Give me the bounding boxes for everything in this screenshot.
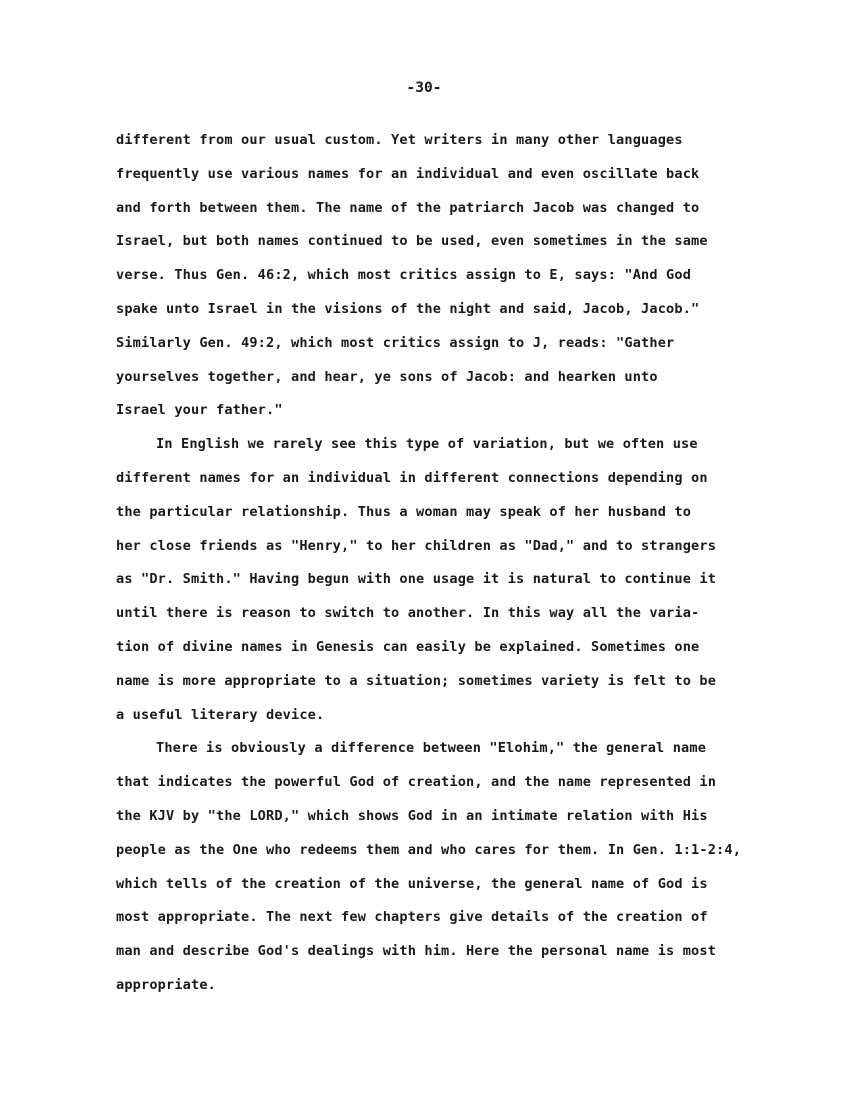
text-line: man and describe God's dealings with him. Here the personal name is most	[116, 943, 717, 960]
text-line: people as the One who redeems them and who cares for them. In Gen. 1:1-2:4,	[116, 841, 742, 858]
text-line: frequently use various names for an individual and even oscillate back	[116, 165, 700, 182]
paragraph-2	[116, 434, 756, 738]
text-line: different names for an individual in different connections depending on	[116, 469, 708, 486]
text-line: Israel, but both names continued to be used, even sometimes in the same	[116, 233, 708, 250]
text-line: the particular relationship. Thus a woman may speak of her husband to	[116, 503, 692, 520]
text-line: In English we rarely see this type of variation, but we often use	[156, 436, 698, 453]
text-line: the KJV by "the LORD," which shows God in an intimate relation with His	[116, 807, 708, 824]
text-line: tion of divine names in Genesis can easily be explained. Sometimes one	[116, 638, 700, 655]
text-line: verse. Thus Gen. 46:2, which most critics assign to E, says: "And God	[116, 267, 692, 284]
text-line: until there is reason to switch to another. In this way all the varia-	[116, 605, 700, 622]
text-line: Israel your father."	[116, 402, 283, 419]
text-line: most appropriate. The next few chapters give details of the creation of	[116, 909, 708, 926]
text-line: appropriate.	[116, 976, 217, 993]
text-line: her close friends as "Henry," to her children as "Dad," and to strangers	[116, 537, 717, 554]
text-line: yourselves together, and hear, ye sons of Jacob: and hearken unto	[116, 368, 658, 385]
text-line: different from our usual custom. Yet writers in many other languages	[116, 132, 683, 148]
text-line: Similarly Gen. 49:2, which most critics assign to J, reads: "Gather	[116, 334, 675, 351]
text-line: a useful literary device.	[116, 706, 325, 723]
paragraph-1	[116, 130, 756, 434]
text-line: that indicates the powerful God of creation, and the name represented in	[116, 774, 717, 791]
text-line: and forth between them. The name of the patriarch Jacob was changed to	[116, 199, 700, 216]
paragraph-3	[116, 738, 756, 1008]
page-number: -30-	[406, 80, 442, 96]
text-line: There is obviously a difference between "Elohim," the general name	[156, 740, 707, 757]
text-line: name is more appropriate to a situation; sometimes variety is felt to be	[116, 672, 717, 689]
body-text	[116, 130, 756, 1009]
text-line: spake unto Israel in the visions of the night and said, Jacob, Jacob."	[116, 300, 700, 317]
text-line: which tells of the creation of the universe, the general name of God is	[116, 875, 708, 892]
text-line: as "Dr. Smith." Having begun with one usage it is natural to continue it	[116, 571, 717, 588]
